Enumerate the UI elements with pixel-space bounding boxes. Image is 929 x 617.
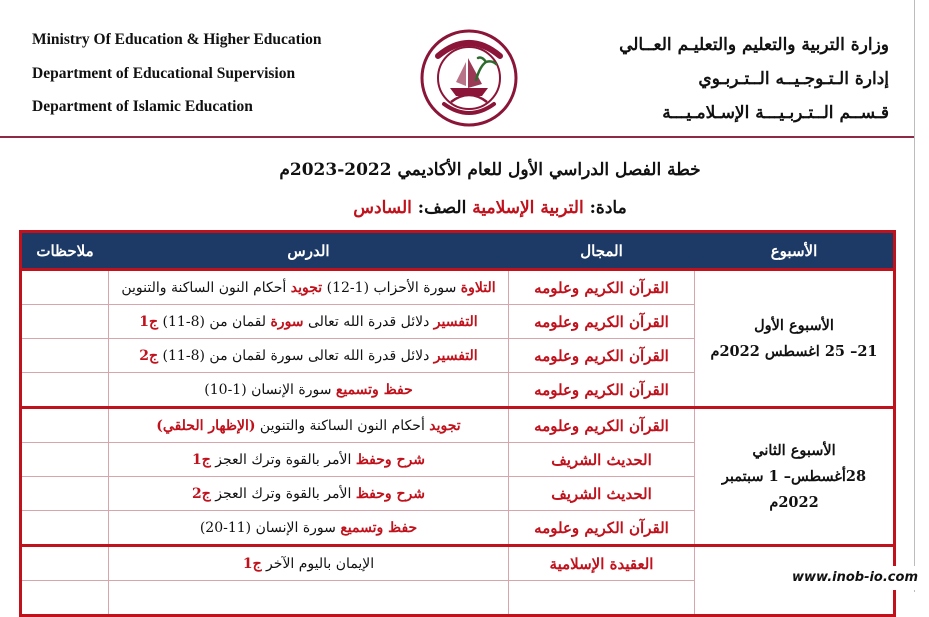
week-group [21, 408, 895, 546]
lesson-cell [109, 443, 509, 477]
domain-cell: القرآن الكريم وعلومه [509, 511, 695, 546]
qatar-emblem-icon [416, 22, 522, 132]
lesson-keyword: تجويد [429, 417, 461, 434]
domain-cell: القرآن الكريم وعلومه [509, 305, 695, 339]
domain-cell: الحديث الشريف [509, 443, 695, 477]
table-header-row [21, 232, 895, 270]
table-row [21, 546, 895, 581]
lesson-keyword: التفسير [433, 313, 478, 330]
notes-cell [21, 511, 109, 546]
notes-cell [21, 270, 109, 305]
lesson-keyword: شرح وحفظ [355, 485, 425, 502]
grade-value: السادس [353, 198, 412, 218]
header-domain: المجال [509, 232, 695, 270]
lesson-keyword: حفظ وتسميع [340, 519, 418, 536]
english-header [32, 30, 362, 131]
lesson-text: الأمر بالقوة وترك العجز [210, 485, 356, 502]
lesson-text: دلائل قدرة الله تعالى سورة لقمان من (8-11) [158, 347, 434, 364]
grade-label: الصف: [417, 198, 467, 218]
lesson-text: سورة الأحزاب (1-12) [322, 279, 461, 296]
lesson-cell [109, 546, 509, 581]
lesson-keyword: تجويد [290, 279, 323, 296]
week-group [21, 270, 895, 408]
lesson-text: لقمان من (8-11) [158, 313, 271, 330]
page-edge [914, 0, 915, 592]
lesson-part: ج2 [139, 347, 159, 364]
header-divider [0, 136, 914, 138]
department-supervision-en: Department of Educational Supervision [32, 64, 296, 82]
subject-label: مادة: [589, 198, 627, 218]
lesson-keyword: حفظ وتسميع [335, 381, 413, 398]
domain-cell: القرآن الكريم وعلومه [509, 339, 695, 373]
week-dates: 21– 25 اغسطس 2022م [710, 342, 878, 360]
lesson-keyword: سورة [270, 313, 304, 330]
week-group [21, 546, 895, 616]
lesson-cell [109, 270, 509, 305]
week-cell [695, 270, 895, 408]
lesson-part: ج1 [242, 555, 262, 572]
lesson-cell [109, 581, 509, 616]
ministry-name-en: Ministry Of Education & Higher Education [32, 31, 322, 48]
lesson-part: ج1 [192, 451, 211, 468]
lesson-text: سورة الإنسان (11-20) [199, 519, 341, 536]
department-supervision-ar: إدارة الـتـوجـيــه الــتـربـوي [698, 69, 889, 89]
lesson-keyword: التفسير [433, 347, 478, 364]
arabic-header [559, 34, 889, 136]
lesson-cell [109, 339, 509, 373]
notes-cell [21, 305, 109, 339]
lesson-keyword: التلاوة [460, 279, 496, 296]
notes-cell [21, 477, 109, 511]
header-notes: ملاحظات [21, 232, 109, 270]
week-cell [695, 408, 895, 546]
lesson-keyword: شرح وحفظ [355, 451, 425, 468]
lesson-cell [109, 373, 509, 408]
notes-cell [21, 581, 109, 616]
notes-cell [21, 546, 109, 581]
notes-cell [21, 339, 109, 373]
lesson-cell [109, 477, 509, 511]
subject-value: التربية الإسلامية [472, 198, 584, 218]
notes-cell [21, 373, 109, 408]
watermark: www.inob-io.com [782, 566, 928, 590]
week-dates: 2022م [769, 493, 819, 511]
department-islamic-en: Department of Islamic Education [32, 98, 253, 115]
lesson-cell [109, 408, 509, 443]
table-row [21, 270, 895, 305]
domain-cell [509, 581, 695, 616]
plan-title: خطة الفصل الدراسي الأول للعام الأكاديمي 2022-2023م [279, 160, 701, 180]
week-dates: 28أغسطس– 1 سبتمبر [721, 467, 867, 485]
lesson-cell [109, 305, 509, 339]
domain-cell: الحديث الشريف [509, 477, 695, 511]
week-title: الأسبوع الثاني [752, 441, 836, 459]
lesson-text: الأمر بالقوة وترك العجز [210, 451, 356, 468]
subject-line [150, 198, 830, 218]
department-islamic-ar: قـســم الــتـربـيـــة الإسـلامـيـــة [662, 103, 889, 123]
domain-cell: القرآن الكريم وعلومه [509, 408, 695, 443]
notes-cell [21, 443, 109, 477]
lesson-part: ج1 [139, 313, 159, 330]
plan-table [19, 230, 896, 617]
lesson-cell [109, 511, 509, 546]
lesson-text: الإيمان باليوم الآخر [261, 555, 375, 572]
table-row [21, 408, 895, 443]
lesson-keyword: (الإظهار الحلقي) [156, 417, 256, 434]
domain-cell: العقيدة الإسلامية [509, 546, 695, 581]
ministry-name-ar: وزارة التربية والتعليم والتعليـم العــالي [619, 35, 889, 55]
week-title: الأسبوع الأول [754, 316, 834, 334]
lesson-text: أحكام النون الساكنة والتنوين [255, 417, 430, 434]
lesson-text: دلائل قدرة الله تعالى [303, 313, 434, 330]
domain-cell: القرآن الكريم وعلومه [509, 270, 695, 305]
domain-cell: القرآن الكريم وعلومه [509, 373, 695, 408]
lesson-part: ج2 [192, 485, 211, 502]
header-lesson: الدرس [109, 232, 509, 270]
notes-cell [21, 408, 109, 443]
lesson-text: أحكام النون الساكنة والتنوين [121, 279, 291, 296]
lesson-text: سورة الإنسان (1-10) [204, 381, 336, 398]
header-week: الأسبوع [695, 232, 895, 270]
